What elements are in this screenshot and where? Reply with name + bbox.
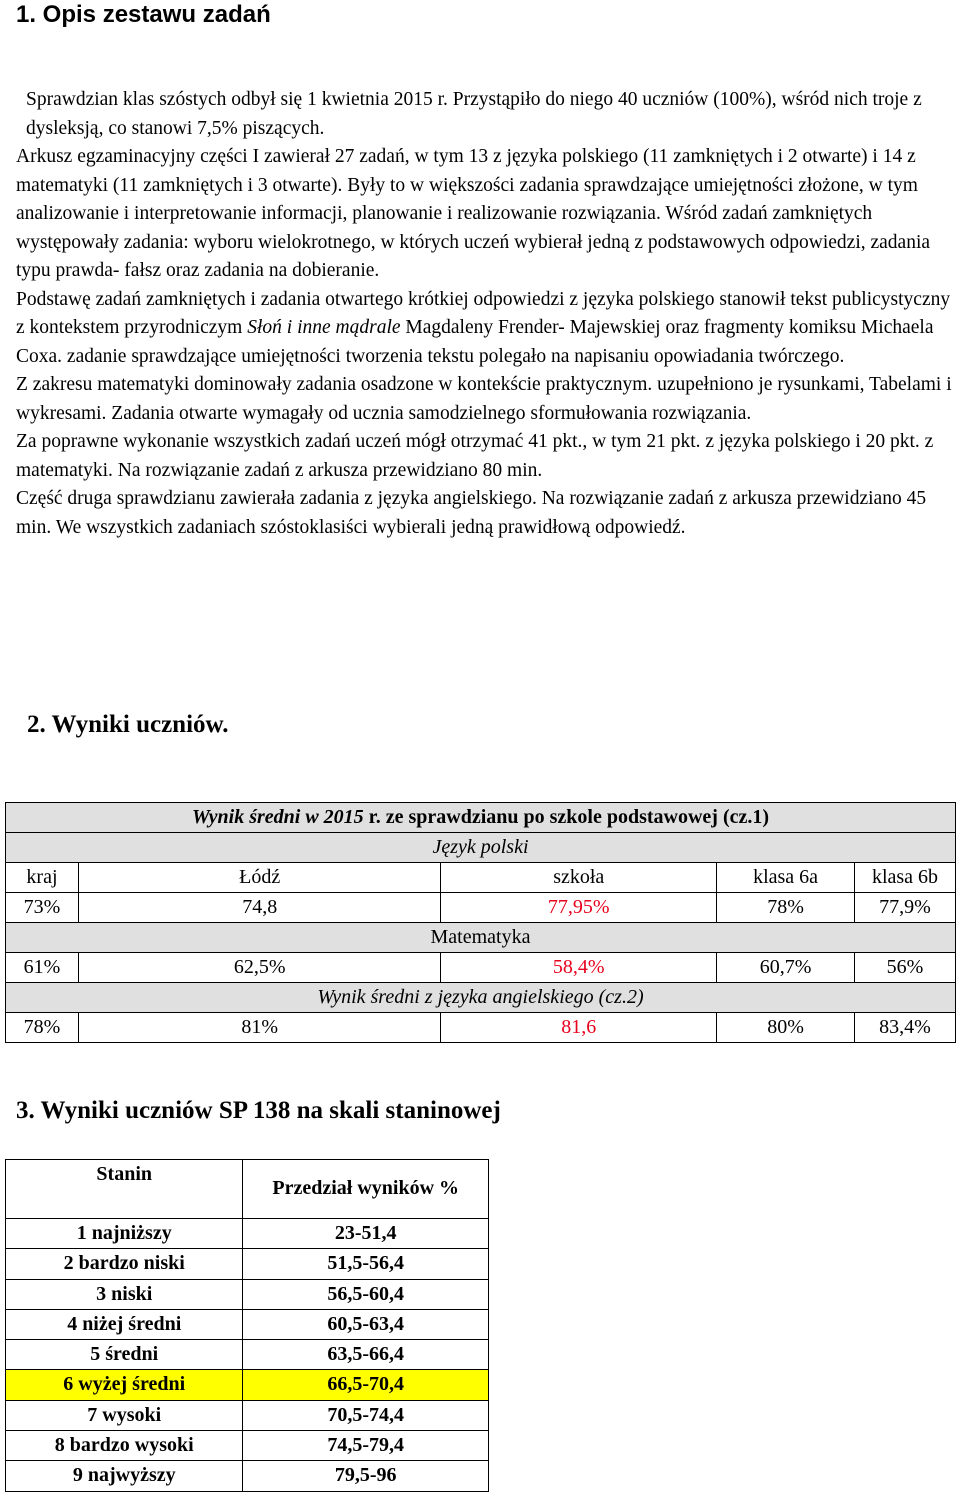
- polish-label-row: [6, 833, 956, 863]
- stanine-label: 5 średni: [6, 1340, 243, 1370]
- math-6b: 56%: [855, 953, 956, 983]
- stanine-label: 8 bardzo wysoki: [6, 1431, 243, 1461]
- stanine-row: [6, 1279, 489, 1309]
- math-6a: 60,7%: [717, 953, 855, 983]
- stanine-range: 70,5-74,4: [243, 1400, 489, 1430]
- stanine-header-stanin: Stanin: [6, 1160, 243, 1219]
- book-title: Słoń i inne mądrale: [247, 317, 401, 338]
- english-6a: 80%: [717, 1013, 855, 1043]
- math-values-row: [6, 953, 956, 983]
- stanine-label: 6 wyżej średni: [6, 1370, 243, 1400]
- description-text: [16, 86, 956, 542]
- stanine-label: 2 bardzo niski: [6, 1249, 243, 1279]
- english-label-row: [6, 983, 956, 1013]
- polish-label: Język polski: [6, 833, 956, 863]
- math-lodz: 62,5%: [78, 953, 441, 983]
- stanine-table: [5, 1159, 489, 1492]
- results-title-italic: Wynik średni w 2015: [191, 806, 364, 828]
- header-szkola: szkoła: [441, 863, 717, 893]
- stanine-header-range: Przedział wyników %: [243, 1160, 489, 1219]
- paragraph-math: Z zakresu matematyki dominowały zadania osadzone w kontekście praktycznym. uzupełniono je rysunkami, Tabelami i wykresami. Zadania otwarte wymagały od ucznia samodzielnego sformułowania rozwiązania.: [16, 374, 952, 424]
- stanine-row: [6, 1219, 489, 1249]
- polish-szkola: 77,95%: [441, 893, 717, 923]
- polish-kraj: 73%: [6, 893, 79, 923]
- stanine-range: 51,5-56,4: [243, 1249, 489, 1279]
- math-label-row: [6, 923, 956, 953]
- stanine-row: [6, 1309, 489, 1339]
- header-kraj: kraj: [6, 863, 79, 893]
- paragraph-english: Część druga sprawdzianu zawierała zadania z języka angielskiego. Na rozwiązanie zadań z arkusza przewidziano 45 min. We wszystkich zadaniach szóstoklasiści wybierali jedną prawidłową odpowiedź.: [16, 488, 927, 538]
- math-szkola: 58,4%: [441, 953, 717, 983]
- stanine-row: [6, 1400, 489, 1430]
- english-lodz: 81%: [78, 1013, 441, 1043]
- stanine-label: 4 niżej średni: [6, 1309, 243, 1339]
- stanine-range: 74,5-79,4: [243, 1431, 489, 1461]
- stanine-row: [6, 1249, 489, 1279]
- stanine-label: 7 wysoki: [6, 1400, 243, 1430]
- english-szkola: 81,6: [441, 1013, 717, 1043]
- header-6b: klasa 6b: [855, 863, 956, 893]
- stanine-row: [6, 1431, 489, 1461]
- stanine-row-highlighted: [6, 1370, 489, 1400]
- polish-6a: 78%: [717, 893, 855, 923]
- results-table: [5, 802, 956, 1043]
- stanine-header-row: [6, 1160, 489, 1219]
- polish-lodz: 74,8: [78, 893, 441, 923]
- polish-6b: 77,9%: [855, 893, 956, 923]
- paragraph-polish-sources: Podstawę zadań zamkniętych i zadania otwartego krótkiej odpowiedzi z języka polskiego stanowił tekst publicystyczny z kontekstem przyrodniczym Słoń i inne mądrale Magdaleny Frender- Majewskiej oraz fragmenty komiksu Michaela Coxa. zadanie sprawdzające umiejętności tworzenia tekstu polegało na napisaniu opowiadania twórczego.: [16, 288, 951, 367]
- stanine-row: [6, 1340, 489, 1370]
- math-label: Matematyka: [6, 923, 956, 953]
- stanine-row: [6, 1461, 489, 1491]
- section-3-heading: 3. Wyniki uczniów SP 138 na skali staninowej: [16, 1097, 501, 1124]
- math-kraj: 61%: [6, 953, 79, 983]
- english-kraj: 78%: [6, 1013, 79, 1043]
- stanine-label: 3 niski: [6, 1279, 243, 1309]
- stanine-label: 9 najwyższy: [6, 1461, 243, 1491]
- results-title-rest: r. ze sprawdzianu po szkole podstawowej (cz.1): [363, 806, 770, 828]
- english-6b: 83,4%: [855, 1013, 956, 1043]
- paragraph-points: Za poprawne wykonanie wszystkich zadań uczeń mógł otrzymać 41 pkt., w tym 21 pkt. z języka polskiego i 20 pkt. z matematyki. Na rozwiązanie zadań z arkusza przewidziano 80 min.: [16, 431, 934, 481]
- stanine-range: 79,5-96: [243, 1461, 489, 1491]
- stanine-range: 56,5-60,4: [243, 1279, 489, 1309]
- section-2-heading: 2. Wyniki uczniów.: [27, 711, 229, 738]
- polish-values-row: [6, 893, 956, 923]
- stanine-label: 1 najniższy: [6, 1219, 243, 1249]
- header-6a: klasa 6a: [717, 863, 855, 893]
- paragraph-exam-structure: Arkusz egzaminacyjny części I zawierał 27 zadań, w tym 13 z języka polskiego (11 zamkniętych i 2 otwarte) i 14 z matematyki (11 zamkniętych i 3 otwarte). Były to w większości zadania sprawdzające umiejętności złożone, w tym analizowanie i interpretowanie informacji, planowanie i realizowanie rozwiązania. Wśród zadań zamkniętych występowały zadania: wyboru wielokrotnego, w których uczeń wybierał jedną z podstawowych odpowiedzi, zadania typu prawda- fałsz oraz zadania na dobieranie.: [16, 146, 931, 281]
- english-label: Wynik średni z języka angielskiego (cz.2): [6, 983, 956, 1013]
- stanine-range: 23-51,4: [243, 1219, 489, 1249]
- section-1-heading: 1. Opis zestawu zadań: [16, 1, 271, 28]
- stanine-range: 63,5-66,4: [243, 1340, 489, 1370]
- stanine-range: 66,5-70,4: [243, 1370, 489, 1400]
- english-values-row: [6, 1013, 956, 1043]
- header-row: [6, 863, 956, 893]
- paragraph-participation: Sprawdzian klas szóstych odbył się 1 kwietnia 2015 r. Przystąpiło do niego 40 uczniów (100%), wśród nich troje z dysleksją, co stanowi 7,5% piszących.: [26, 89, 922, 139]
- stanine-range: 60,5-63,4: [243, 1309, 489, 1339]
- header-lodz: Łódź: [78, 863, 441, 893]
- results-title-row: [6, 803, 956, 833]
